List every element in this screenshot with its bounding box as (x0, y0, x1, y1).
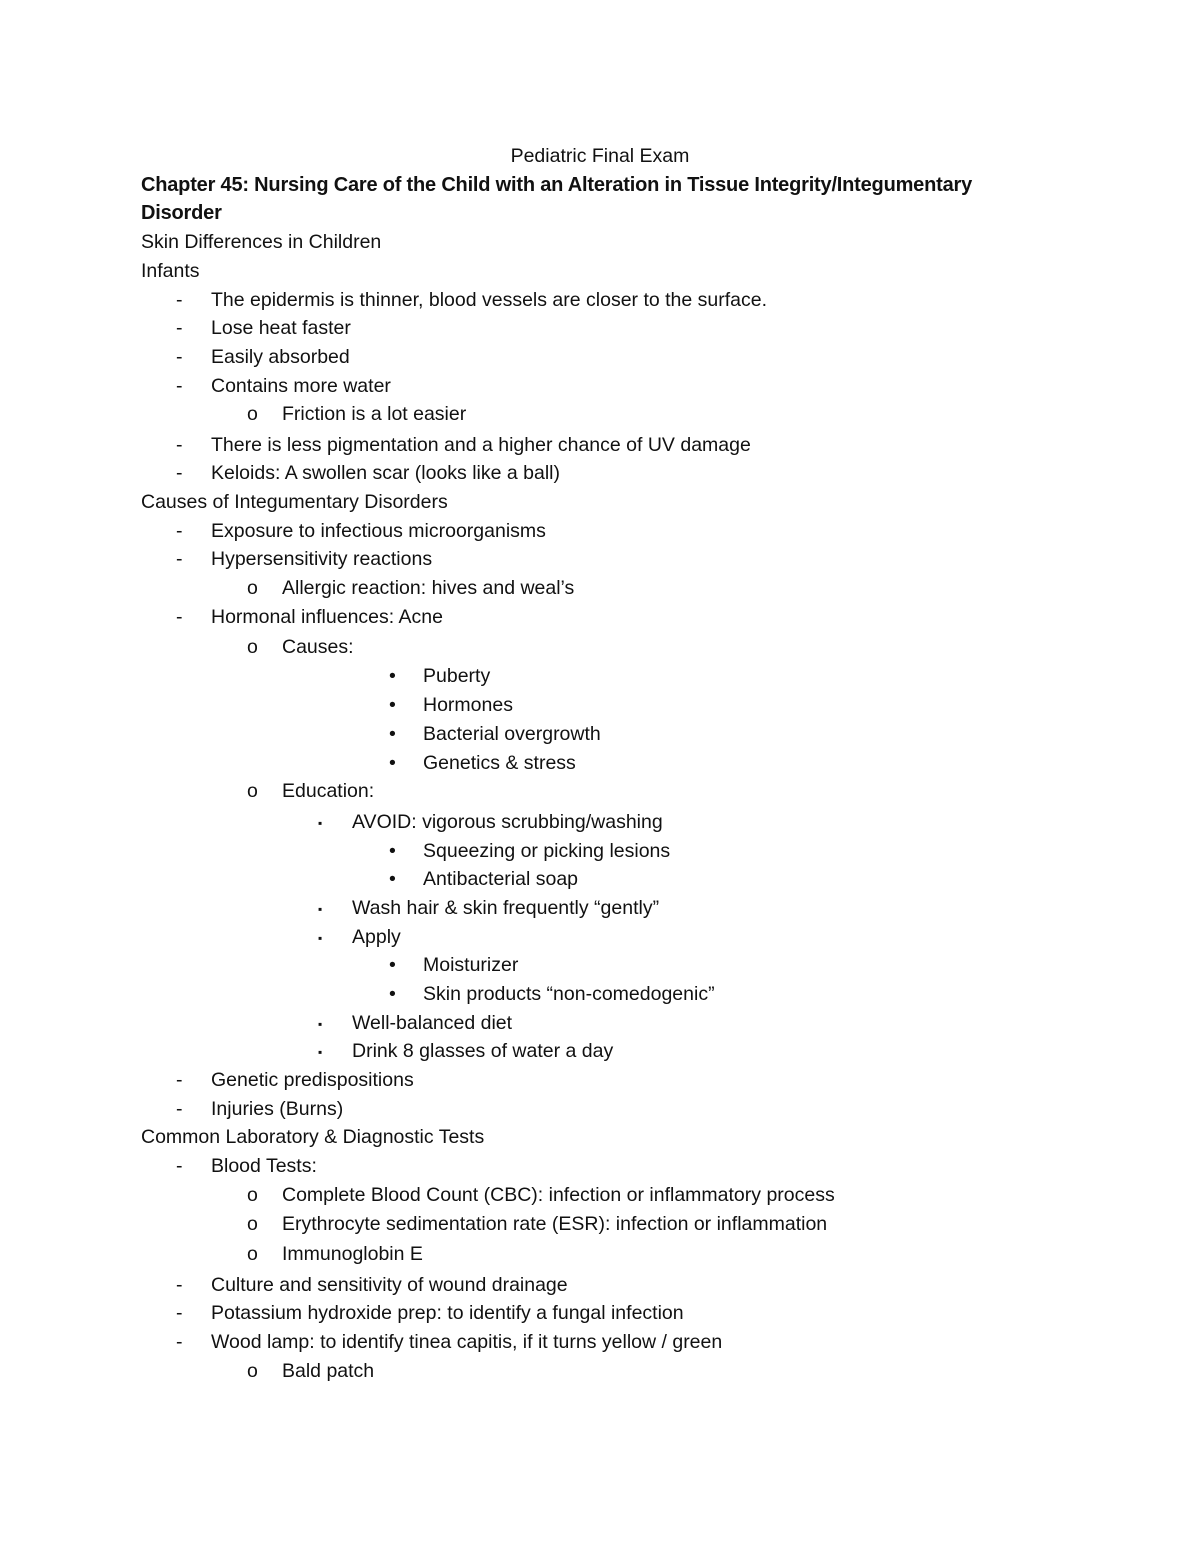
list-item: Erythrocyte sedimentation rate (ESR): infection or inflammation (282, 1213, 828, 1235)
circle-marker-icon: o (247, 577, 258, 599)
list-item: There is less pigmentation and a higher chance of UV damage (211, 434, 751, 456)
list-item: Immunoglobin E (282, 1243, 423, 1265)
dash-marker-icon: - (176, 317, 183, 339)
bullet-marker-icon: • (389, 694, 396, 716)
dash-marker-icon: - (176, 606, 183, 628)
square-marker-icon: ▪ (318, 931, 323, 945)
bullet-marker-icon: • (389, 868, 396, 890)
list-item: Friction is a lot easier (282, 403, 467, 425)
dash-marker-icon: - (176, 375, 183, 397)
circle-marker-icon: o (247, 1360, 258, 1382)
dash-marker-icon: - (176, 1069, 183, 1091)
square-marker-icon: ▪ (318, 1017, 323, 1031)
circle-marker-icon: o (247, 780, 258, 802)
dash-marker-icon: - (176, 1098, 183, 1120)
list-item: Contains more water (211, 375, 391, 397)
square-marker-icon: ▪ (318, 902, 323, 916)
list-item: Genetics & stress (423, 752, 576, 774)
list-item: Well-balanced diet (352, 1012, 513, 1034)
list-item: Culture and sensitivity of wound drainage (211, 1274, 568, 1296)
dash-marker-icon: - (176, 1274, 183, 1296)
list-item: Allergic reaction: hives and weal’s (282, 577, 575, 599)
list-item: Hormonal influences: Acne (211, 606, 443, 628)
bullet-marker-icon: • (389, 723, 396, 745)
list-item: Puberty (423, 665, 491, 687)
document-title: Pediatric Final Exam (510, 145, 690, 167)
dash-marker-icon: - (176, 520, 183, 542)
bullet-marker-icon: • (389, 752, 396, 774)
list-item: Apply (352, 926, 401, 948)
list-item: Blood Tests: (211, 1155, 317, 1177)
bullet-marker-icon: • (389, 840, 396, 862)
dash-marker-icon: - (176, 346, 183, 368)
list-item: Causes: (282, 636, 354, 658)
square-marker-icon: ▪ (318, 1045, 323, 1059)
bullet-marker-icon: • (389, 983, 396, 1005)
chapter-heading-line-1: Chapter 45: Nursing Care of the Child with an Alteration in Tissue Integrity/Integumentary (141, 174, 973, 196)
list-item: Bald patch (282, 1360, 375, 1382)
bullet-marker-icon: • (389, 954, 396, 976)
list-item: Wood lamp: to identify tinea capitis, if it turns yellow / green (211, 1331, 723, 1353)
dash-marker-icon: - (176, 462, 183, 484)
list-item: Injuries (Burns) (211, 1098, 344, 1120)
circle-marker-icon: o (247, 1184, 258, 1206)
list-item: Antibacterial soap (423, 868, 579, 890)
bullet-marker-icon: • (389, 665, 396, 687)
list-item: Drink 8 glasses of water a day (352, 1040, 614, 1062)
circle-marker-icon: o (247, 403, 258, 425)
list-item: Potassium hydroxide prep: to identify a fungal infection (211, 1302, 684, 1324)
list-item: Moisturizer (423, 954, 519, 976)
square-marker-icon: ▪ (318, 816, 323, 830)
list-item: Skin products “non-comedogenic” (423, 983, 715, 1005)
list-item: Easily absorbed (211, 346, 350, 368)
section-heading: Skin Differences in Children (141, 231, 382, 253)
dash-marker-icon: - (176, 1302, 183, 1324)
list-item: Genetic predispositions (211, 1069, 414, 1091)
dash-marker-icon: - (176, 1331, 183, 1353)
list-item: Squeezing or picking lesions (423, 840, 671, 862)
section-heading: Infants (141, 260, 200, 282)
section-heading: Causes of Integumentary Disorders (141, 491, 448, 513)
list-item: AVOID: vigorous scrubbing/washing (352, 811, 663, 833)
dash-marker-icon: - (176, 548, 183, 570)
list-item: Keloids: A swollen scar (looks like a ball) (211, 462, 560, 484)
list-item: Hormones (423, 694, 513, 716)
circle-marker-icon: o (247, 1243, 258, 1265)
list-item: Complete Blood Count (CBC): infection or inflammatory process (282, 1184, 835, 1206)
list-item: Hypersensitivity reactions (211, 548, 433, 570)
list-item: Lose heat faster (211, 317, 351, 339)
dash-marker-icon: - (176, 289, 183, 311)
list-item: Exposure to infectious microorganisms (211, 520, 546, 542)
circle-marker-icon: o (247, 1213, 258, 1235)
circle-marker-icon: o (247, 636, 258, 658)
list-item: The epidermis is thinner, blood vessels are closer to the surface. (211, 289, 768, 311)
list-item: Education: (282, 780, 375, 802)
chapter-heading-line-2: Disorder (141, 202, 222, 224)
dash-marker-icon: - (176, 434, 183, 456)
list-item: Bacterial overgrowth (423, 723, 601, 745)
dash-marker-icon: - (176, 1155, 183, 1177)
section-heading: Common Laboratory & Diagnostic Tests (141, 1126, 485, 1148)
list-item: Wash hair & skin frequently “gently” (352, 897, 660, 919)
